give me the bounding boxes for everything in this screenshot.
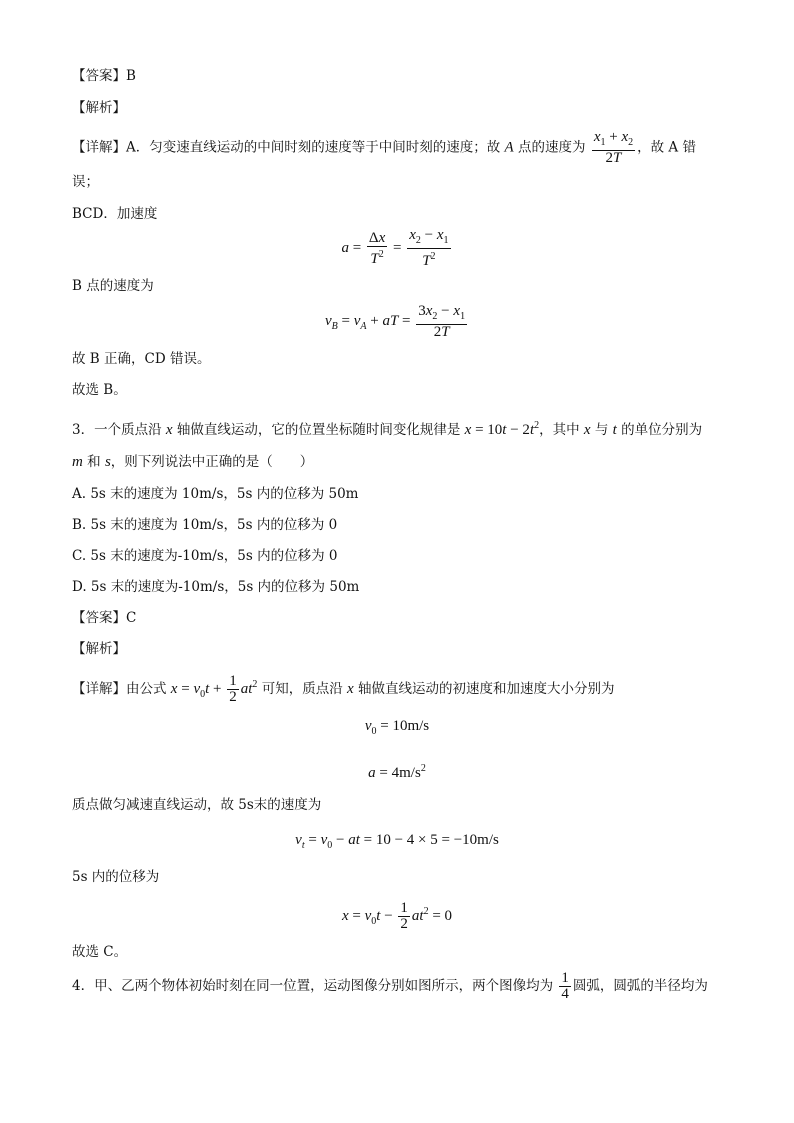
answer-value: B	[126, 68, 136, 84]
var-x: x	[583, 422, 591, 438]
formula-a: $a = 4m/s^2$	[368, 763, 426, 781]
q3-detail-line1	[72, 668, 614, 712]
detail-text: ，故 A 错	[637, 139, 696, 156]
q2-analysis-label	[72, 99, 126, 117]
q3-stem-line2	[72, 453, 313, 471]
stem-text: 和	[87, 454, 101, 470]
var-t: t	[612, 422, 617, 438]
formula-vA-fraction: $\frac{x_1 + x_2}{2T}$	[593, 129, 634, 166]
option-a: A. 5s 末的速度为 10m/s，5s 内的位移为 50m	[72, 486, 359, 502]
answer-value: C	[126, 610, 137, 626]
formula-position: $x = 10t - 2t^2$	[464, 420, 540, 438]
q2-bcd-label: BCD．加速度	[72, 206, 158, 222]
stem-text: 的单位分别为	[621, 422, 703, 438]
detail-text: 【详解】A．匀变速直线运动的中间时刻的速度等于中间时刻的速度；故	[72, 139, 501, 156]
stem-text: ，其中	[539, 422, 580, 438]
var-A: A	[504, 139, 514, 156]
var-x: x	[347, 681, 354, 697]
q2-detail-line1	[72, 130, 696, 166]
unit-s: s	[104, 454, 111, 470]
formula-vt: $v_t = v_0$ − at = 10 − 4 × 5 = −10m/s	[295, 832, 499, 851]
detail-text: 点的速度为	[518, 139, 586, 156]
q3-stem-line1	[72, 414, 702, 442]
option-d: D. 5s 末的速度为-10m/s，5s 内的位移为 50m	[72, 579, 360, 595]
formula-displacement: $x = v_0t$ + $\frac{1}{2}$ $at^2$	[170, 673, 258, 706]
stem-text: 4．甲、乙两个物体初始时刻在同一位置，运动图像分别如图所示，两个图像均为	[72, 978, 554, 994]
q2-choose: 故选 B。	[72, 382, 127, 398]
answer-label: 【答案】	[72, 68, 126, 84]
detail-text: 轴做直线运动的初速度和加速度大小分别为	[357, 681, 615, 697]
var-x: x	[165, 422, 173, 438]
formula-vB: $v_B = v_A$ + aT = $\frac{3x_2 - x_1}{2T}$	[324, 302, 466, 340]
q4-stem-line1	[72, 968, 708, 1004]
stem-text: ，则下列说法中正确的是（ ）	[110, 454, 314, 470]
option-c: C. 5s 末的速度为-10m/s，5s 内的位移为 0	[72, 548, 338, 564]
q3-answer	[72, 609, 136, 627]
unit-m: m	[72, 454, 83, 470]
formula-x-zero: $x = v_0t$ − $\frac{1}{2}$ $at^2 = 0$	[341, 900, 453, 933]
q2-b-speed-label: B 点的速度为	[72, 278, 154, 294]
q2-detail-line2: 误；	[72, 174, 99, 190]
detail-text: 【详解】由公式	[72, 681, 167, 697]
q3-decel: 质点做匀减速直线运动，故 5s末的速度为	[72, 797, 322, 813]
analysis-label: 【解析】	[72, 100, 126, 116]
q3-choose: 故选 C。	[72, 944, 128, 960]
option-b: B. 5s 末的速度为 10m/s，5s 内的位移为 0	[72, 517, 338, 533]
q2-answer	[72, 67, 136, 85]
fraction-quarter: $\frac{1}{4}$	[561, 970, 569, 1002]
q2-conclusion: 故 B 正确，CD 错误。	[72, 351, 211, 367]
stem-text: 3．一个质点沿	[72, 422, 162, 438]
analysis-label: 【解析】	[72, 641, 126, 657]
formula-v0: $v_0 = 10m/s$	[364, 718, 430, 737]
stem-text: 与	[594, 422, 609, 438]
formula-acceleration: a = $\frac{\Delta x}{T^2}$ = $\frac{x_2 - x_1}{T^2}$	[341, 227, 449, 269]
stem-text: 圆弧，圆弧的半径均为	[572, 978, 708, 994]
q3-disp-label: 5s 内的位移为	[72, 869, 160, 885]
q3-analysis-label	[72, 640, 126, 658]
detail-text: 可知，质点沿	[261, 681, 343, 697]
stem-text: 轴做直线运动，它的位置坐标随时间变化规律是	[176, 422, 461, 438]
answer-label: 【答案】	[72, 610, 126, 626]
